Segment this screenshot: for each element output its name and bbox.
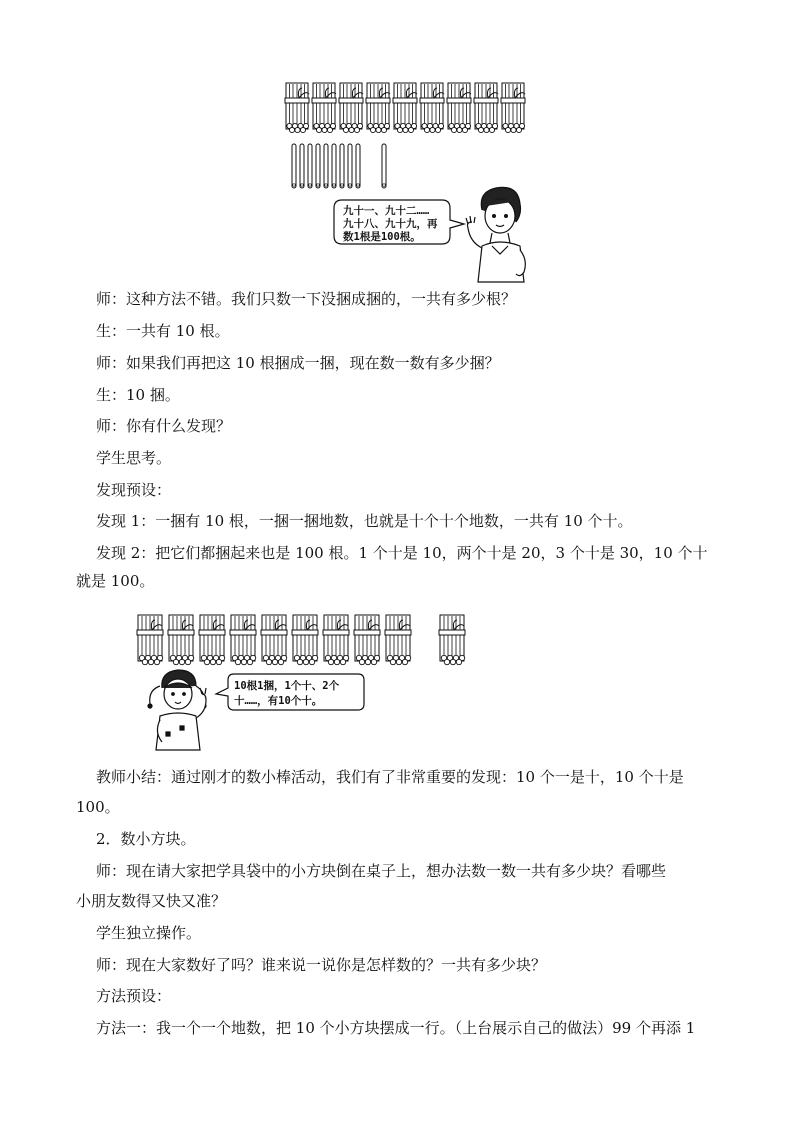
bundles-row	[285, 83, 525, 133]
bubble-girl-line-2: 十……，有10个十。	[234, 695, 323, 707]
paragraph-discovery-preset: 发现预设：	[96, 481, 172, 499]
paragraph-discovery-2-cont: 就是 100。	[76, 572, 155, 590]
speech-bubble-girl	[216, 674, 364, 710]
speech-bubble	[334, 200, 464, 244]
paragraph-discovery-1: 发现 1：一捆有 10 根，一捆一捆地数，也就是十个十个地数，一共有 10 个十。	[96, 512, 633, 530]
paragraph-discovery-2: 发现 2：把它们都捆起来也是 100 根。1 个十是 10，两个十是 20，3 个十是 30，10 个十	[96, 544, 708, 562]
paragraph-teacher-method: 师：这种方法不错。我们只数一下没捆成捆的，一共有多少根？	[96, 290, 517, 308]
boy-figure	[466, 187, 525, 282]
bubble-girl-line-1: 10根1捆，1个十、2个	[234, 680, 340, 692]
bundles-row-ten	[137, 615, 465, 665]
illustration-bundles-boy	[270, 78, 540, 283]
paragraph-teacher-summary: 教师小结：通过刚才的数小棒活动，我们有了非常重要的发现：10 个一是十，10 个十是	[96, 768, 684, 786]
section-heading-count-cubes: 2．数小方块。	[96, 830, 196, 848]
paragraph-teacher-cubes-task: 师：现在请大家把学具袋中的小方块倒在桌子上，想办法数一数一共有多少块？看哪些	[96, 862, 667, 880]
paragraph-teacher-ask-method: 师：现在大家数好了吗？谁来说一说你是怎样数的？一共有多少块？	[96, 956, 547, 974]
paragraph-teacher-cubes-task-cont: 小朋友数得又快又准？	[76, 892, 227, 910]
paragraph-student-answer-bundles: 生：10 捆。	[96, 386, 180, 404]
paragraph-method-1: 方法一：我一个一个地数，把 10 个小方块摆成一行。（上台展示自己的做法）99 个再添 1	[96, 1019, 696, 1037]
illustration-bundles-girl	[130, 608, 480, 756]
paragraph-teacher-summary-cont: 100。	[76, 798, 120, 816]
paragraph-method-preset: 方法预设：	[96, 987, 172, 1005]
paragraph-teacher-discovery: 师：你有什么发现？	[96, 417, 232, 435]
paragraph-students-think: 学生思考。	[96, 449, 172, 467]
loose-sticks	[292, 144, 386, 188]
paragraph-students-operate: 学生独立操作。	[96, 924, 202, 942]
paragraph-teacher-bundle-question: 师：如果我们再把这 10 根捆成一捆，现在数一数有多少捆？	[96, 354, 500, 372]
bubble-line-1: 九十一、九十二……	[343, 205, 430, 217]
bubble-line-2: 九十八、九十九，再	[343, 218, 438, 230]
bubble-line-3: 数1根是100根。	[343, 231, 421, 243]
girl-figure	[148, 670, 206, 750]
paragraph-student-answer-10: 生：一共有 10 根。	[96, 322, 230, 340]
